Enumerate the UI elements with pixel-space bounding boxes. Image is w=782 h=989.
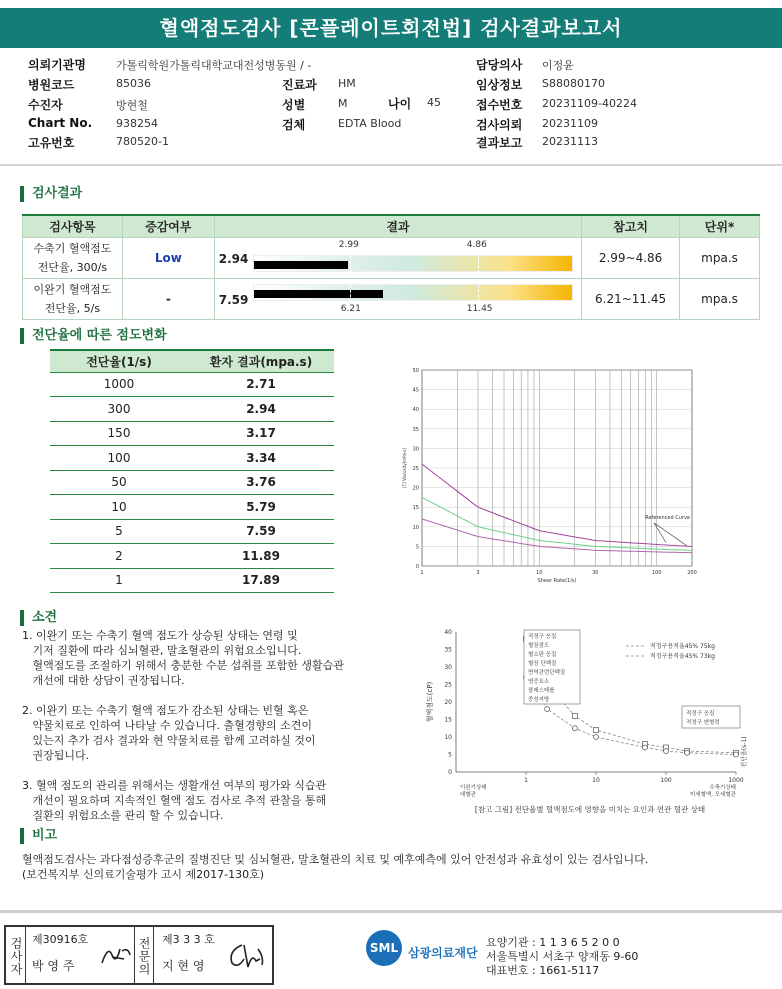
unit-cell: mpa.s <box>680 237 760 278</box>
y-tick-label: 10 <box>412 524 419 531</box>
reference-chart <box>420 622 760 818</box>
page-title: 혈액점도검사 [콘플레이트회전법] 검사결과보고서 <box>0 8 782 48</box>
results-table <box>22 214 760 320</box>
result-cell <box>214 237 581 278</box>
tester-label: 검사자 <box>6 927 26 983</box>
opinion-line <box>22 688 402 703</box>
series-point <box>734 752 739 757</box>
series-point <box>642 745 647 750</box>
rate-cell: 2 <box>50 544 188 569</box>
opinion-line: 2. 이완기 또는 수축기 혈액 점도가 감소된 상태는 빈혈 혹은 <box>22 704 309 717</box>
info-value: HM <box>338 77 356 90</box>
table-row <box>50 519 334 544</box>
th-result: 결과 <box>214 215 581 237</box>
factor-label: 면역관련단백질 <box>528 670 566 676</box>
result-value: 7.59 <box>218 292 249 307</box>
value-cell: 3.76 <box>188 470 334 495</box>
th-ref: 참고치 <box>582 215 680 237</box>
table-row <box>23 237 760 278</box>
y-tick-label: 20 <box>412 485 419 492</box>
table-row <box>50 372 334 397</box>
y-tick-label: 15 <box>412 505 419 512</box>
high-label: 11.45 <box>466 303 493 314</box>
reviewer-label: 전문의 <box>134 927 154 983</box>
x-tick-label: 100 <box>660 777 672 784</box>
factor-label: 적정구 응집 <box>528 634 557 640</box>
info-value: EDTA Blood <box>338 117 402 130</box>
section-remark: 비고 <box>20 828 57 844</box>
th-item: 검사항목 <box>23 215 123 237</box>
rate-cell: 100 <box>50 446 188 471</box>
opinion-line: 3. 혈액 점도의 관리를 위해서는 생활개선 여부의 평가와 식습관 <box>22 779 327 792</box>
info-label: 병원코드 <box>28 78 75 92</box>
opinion-line: 있는지 추가 검사 결과와 현 약물치료를 함께 고려하실 것이 <box>22 734 316 747</box>
tester-signature <box>98 941 134 969</box>
org-code: 요양기관 : 1 1 3 6 5 2 0 0 <box>486 936 620 949</box>
y-axis-label: 혈액점도(cP) <box>426 681 434 723</box>
info-value: 이정윤 <box>542 59 574 72</box>
opinion-line: 개선에 대한 상담이 권장됩니다. <box>22 674 185 687</box>
factor-label: 혈장점도 <box>528 643 550 649</box>
tester-name: 박 영 주 <box>32 959 75 973</box>
result-bar <box>253 255 573 272</box>
unit-cell: mpa.s <box>680 278 760 319</box>
y-tick-label: 35 <box>412 426 419 433</box>
value-cell: 3.34 <box>188 446 334 471</box>
series-point <box>572 714 577 719</box>
reviewer-no: 제3 3 3 호 <box>162 933 215 946</box>
reviewer-name: 지 현 영 <box>162 959 205 973</box>
opinion-line: 혈액점도를 조절하기 위해서 충분한 수분 섭취를 포함한 생활습관 <box>22 659 344 672</box>
ref-cell: 2.99~4.86 <box>582 237 680 278</box>
opinion-line: 약물치료로 인하여 나타날 수 있습니다. 출혈경향의 소견이 <box>22 719 312 732</box>
y-tick-label: 0 <box>448 769 452 776</box>
annotation: Referenced Curve <box>645 514 691 521</box>
age-label: 나이 <box>388 97 412 111</box>
rate-cell: 150 <box>50 421 188 446</box>
x-axis-label: Shear Rate(1/s) <box>537 578 577 584</box>
opinion-line: 기저 질환에 따라 심뇌혈관, 말초혈관의 위험요소입니다. <box>22 644 302 657</box>
table-row <box>50 568 334 593</box>
chart-caption: [참고 그림] 전단율별 혈액점도에 영향을 미치는 요인과 연관 혈관 상태 <box>474 805 706 814</box>
result-bar <box>253 284 573 301</box>
y-tick-label: 30 <box>412 446 419 453</box>
age-value: 45 <box>427 96 441 109</box>
y-axis-label: [T] Viscosity[mPa·s] <box>402 448 407 488</box>
th-unit: 단위* <box>680 215 760 237</box>
item-cell <box>23 278 123 319</box>
table-row <box>50 446 334 471</box>
y-tick-label: 25 <box>412 466 419 472</box>
opinion-line: 개선이 필요하며 지속적인 혈액 점도 검사로 추적 관찰을 통해 <box>22 794 327 807</box>
info-label: 수진자 <box>28 98 63 112</box>
factor-label: 콜레스테롤 <box>528 688 555 694</box>
series-point <box>664 749 669 754</box>
info-value: 20231109 <box>542 117 598 130</box>
x-tick-label: 1000 <box>728 777 744 784</box>
opinion-line: 질환의 위험요소를 관리 할 수 있습니다. <box>22 809 224 822</box>
annotation-arrow <box>654 523 666 543</box>
item-rate: 전단율, 5/s <box>44 301 101 315</box>
value-cell: 3.17 <box>188 421 334 446</box>
info-value: 20231113 <box>542 135 598 148</box>
reviewer-signature <box>224 939 268 971</box>
x-tick-label: 3 <box>476 570 480 576</box>
ref-cell: 6.21~11.45 <box>582 278 680 319</box>
y-tick-label: 40 <box>412 407 419 414</box>
address: 서울특별시 서초구 양재동 9-60 <box>486 950 639 963</box>
high-marker <box>478 256 479 273</box>
info-label: 검사의뢰 <box>476 118 523 132</box>
series-point <box>594 735 599 740</box>
shear-viscosity-chart <box>398 362 708 584</box>
value-cell: 17.89 <box>188 568 334 593</box>
info-value: S88080170 <box>542 77 605 90</box>
item-rate: 전단율, 300/s <box>37 260 108 274</box>
item-cell <box>23 237 123 278</box>
divider <box>0 164 782 166</box>
value-cell: 2.94 <box>188 397 334 422</box>
viscosity-table <box>50 349 334 593</box>
series-point <box>594 728 599 733</box>
table-row <box>50 495 334 520</box>
logo-icon: SML <box>366 930 402 966</box>
value-cell: 11.89 <box>188 544 334 569</box>
legend-label: 적정구용적율45% 75kg <box>650 643 715 650</box>
table-row <box>50 397 334 422</box>
series-point <box>545 707 550 712</box>
table-row <box>50 544 334 569</box>
info-label: 의뢰기관명 <box>28 58 86 72</box>
factor-label: 염증요소 <box>528 679 550 685</box>
rate-cell: 5 <box>50 519 188 544</box>
y-tick-label: 20 <box>444 699 452 706</box>
th-value: 환자 결과(mpa.s) <box>188 350 334 372</box>
y-tick-label: 35 <box>444 646 452 654</box>
item-name: 수축기 혈액점도 <box>33 241 112 255</box>
info-value: 가톨릭학원가톨릭대학교대전성병동원 / - <box>116 59 312 72</box>
info-label: Chart No. <box>28 116 93 130</box>
flag-cell: Low <box>122 237 214 278</box>
y-tick-label: 0 <box>415 564 419 570</box>
rate-cell: 1000 <box>50 372 188 397</box>
value-cell: 7.59 <box>188 519 334 544</box>
low-label: 2.99 <box>338 239 359 250</box>
y-tick-label: 5 <box>415 544 419 551</box>
info-value: 780520-1 <box>116 135 169 148</box>
rate-cell: 1 <box>50 568 188 593</box>
phone: 대표번호 : 1661-5117 <box>486 964 600 977</box>
low-label: 6.21 <box>340 303 361 314</box>
x-note-left: 이완기상태 <box>460 785 487 791</box>
opinion-line: 권장됩니다. <box>22 749 90 762</box>
item-name: 이완기 혈액점도 <box>33 282 112 296</box>
th-rate: 전단율(1/s) <box>50 350 188 372</box>
y-tick-label: 40 <box>444 629 452 636</box>
x-tick-label: 100 <box>651 570 662 576</box>
x-note-left: 대혈관 <box>460 792 476 798</box>
series-point <box>572 726 577 731</box>
y-tick-label: 50 <box>412 368 419 374</box>
value-cell: 5.79 <box>188 495 334 520</box>
low-marker <box>350 285 351 302</box>
signature-box <box>4 925 274 985</box>
y-tick-label: 25 <box>444 681 452 689</box>
opinion-text <box>22 628 402 823</box>
info-value: 85036 <box>116 77 151 90</box>
y-tick-label: 30 <box>444 664 452 671</box>
result-bar-fill <box>254 290 384 298</box>
factor-label: 적정구 변형력 <box>686 720 720 726</box>
rate-cell: 300 <box>50 397 188 422</box>
rate-cell: 10 <box>50 495 188 520</box>
info-value: 20231109-40224 <box>542 97 637 110</box>
opinion-line <box>22 763 402 778</box>
result-bar-fill <box>254 261 348 269</box>
x-tick-label: 10 <box>592 777 600 784</box>
low-marker <box>350 256 351 273</box>
x-tick-label: 10 <box>536 570 543 576</box>
x-tick-label: 30 <box>592 570 599 576</box>
patient-info <box>0 54 782 154</box>
info-label: 접수번호 <box>476 98 523 112</box>
info-label: 임상정보 <box>476 78 523 92</box>
section-opinion: 소견 <box>20 610 57 626</box>
value-cell: 2.71 <box>188 372 334 397</box>
y-tick-label: 10 <box>444 734 452 741</box>
info-value: 938254 <box>116 117 158 130</box>
y-tick-label: 45 <box>412 387 419 394</box>
info-value: 방현철 <box>116 99 148 112</box>
tester-no: 제30916호 <box>32 933 89 946</box>
y-axis-label-right: 전단율(s-1) <box>741 736 748 768</box>
factor-label: 혈소판 응집 <box>528 652 557 658</box>
info-label: 검체 <box>282 118 306 132</box>
table-row <box>23 278 760 319</box>
x-tick-label: 1 <box>420 570 424 576</box>
annotation-arrow <box>654 523 687 546</box>
info-label: 담당의사 <box>476 58 523 72</box>
x-note-right: 미세혈액, 모세혈관 <box>689 792 736 798</box>
y-tick-label: 15 <box>444 716 452 724</box>
x-note-right: 수축기상태 <box>709 785 736 791</box>
result-value: 2.94 <box>218 251 249 266</box>
divider <box>0 910 782 913</box>
factor-label: 혈장 단백질 <box>528 661 557 667</box>
info-value: M <box>338 97 348 110</box>
info-label: 진료과 <box>282 78 317 92</box>
remark-line-1: 혈액점도검사는 과다점성증후군의 질병진단 및 심뇌혈관, 말초혈관의 치료 및 예후예측에 있어 안전성과 유효성이 있는 검사입니다. <box>22 853 649 866</box>
high-label: 4.86 <box>466 239 487 250</box>
table-row <box>50 470 334 495</box>
remark-line-2: (보건복지부 신의료기술평가 고시 제2017-130호) <box>22 868 265 881</box>
th-flag: 증감여부 <box>122 215 214 237</box>
table-row <box>50 421 334 446</box>
result-cell <box>214 278 581 319</box>
info-label: 결과보고 <box>476 136 523 150</box>
high-marker <box>478 285 479 302</box>
x-tick-label: 200 <box>687 570 697 576</box>
rate-cell: 50 <box>50 470 188 495</box>
x-tick-label: 1 <box>524 777 528 784</box>
opinion-line: 1. 이완기 또는 수축기 혈액 점도가 상승된 상태는 연령 및 <box>22 629 298 642</box>
section-shear: 전단율에 따른 점도변화 <box>20 328 167 344</box>
flag-cell: - <box>122 278 214 319</box>
section-results: 검사결과 <box>20 186 82 202</box>
y-tick-label: 5 <box>448 751 452 759</box>
logo-text: 삼광의료재단 <box>408 946 478 960</box>
info-label: 성별 <box>282 98 306 112</box>
info-label: 고유번호 <box>28 136 75 150</box>
series-point <box>685 750 690 755</box>
factor-label: 적정구 응집 <box>686 711 715 717</box>
factor-label: 중성지방 <box>528 697 550 703</box>
legend-label: 적정구용적율45% 73kg <box>650 653 715 660</box>
